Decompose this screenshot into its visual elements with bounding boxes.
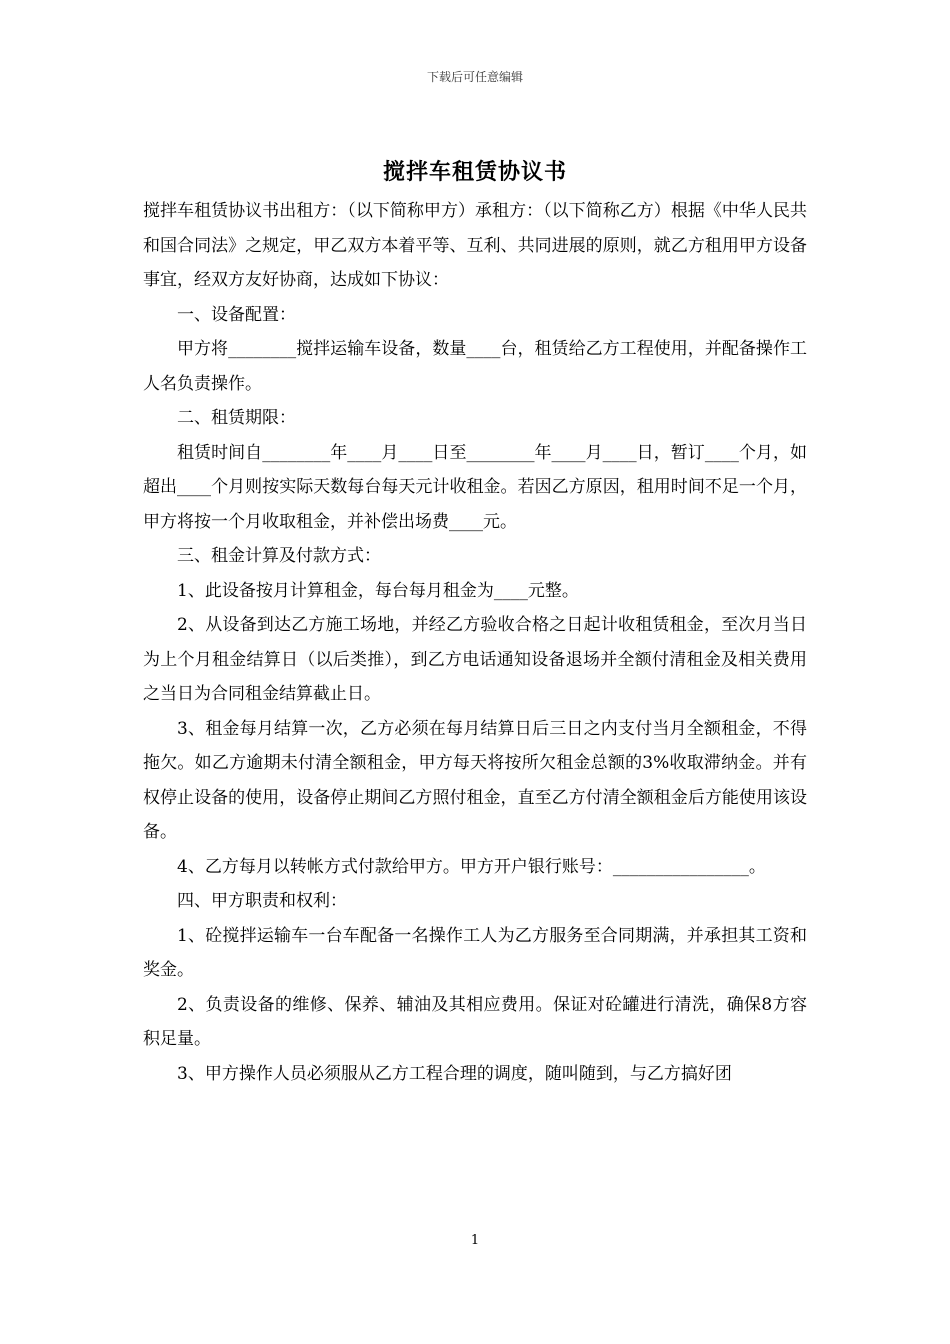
paragraph-duty-2: 2、负责设备的维修、保养、辅油及其相应费用。保证对砼罐进行清洗，确保8方容积足量。 <box>143 994 807 1049</box>
paragraph-rent-4: 4、乙方每月以转帐方式付款给甲方。甲方开户银行账号：________________。 <box>177 856 766 877</box>
paragraph-duty-1: 1、砼搅拌运输车一台车配备一名操作工人为乙方服务至合同期满，并承担其工资和奖金。 <box>143 925 807 980</box>
document-body <box>143 194 807 1091</box>
paragraph-rent-2: 2、从设备到达乙方施工场地，并经乙方验收合格之日起计收租赁租金，至次月当日为上个月租金结算日（以后类推），到乙方电话通知设备退场并全额付清租金及相关费用之当日为合同租金结算截止日。 <box>143 615 807 704</box>
paragraph-rent-3: 3、租金每月结算一次，乙方必须在每月结算日后三日之内支付当月全额租金，不得拖欠。如乙方逾期未付清全额租金，甲方每天将按所欠租金总额的3%收取滞纳金。并有权停止设备的使用，设备停止期间乙方照付租金，直至乙方付清全额租金后方能使用该设备。 <box>143 718 807 842</box>
section-heading-equipment: 一、设备配置： <box>177 304 296 325</box>
paragraph-preamble: 搅拌车租赁协议书出租方：（以下简称甲方）承租方：（以下简称乙方）根据《中华人民共和国合同法》之规定，甲乙双方本着平等、互利、共同进展的原则，就乙方租用甲方设备事宜，经双方友好协商，达成如下协议： <box>143 201 807 290</box>
section-heading-lessor-duties: 四、甲方职责和权利： <box>177 891 347 911</box>
paragraph-term: 租赁时间自________年____月____日至________年____月____日，暂订____个月，如超出____个月则按实际天数每台每天元计收租金。若因乙方原因，租用时间不足一个月，甲方将按一个月收取租金，并补偿出场费____元。 <box>143 442 807 532</box>
paragraph-rent-1: 1、此设备按月计算租金，每台每月租金为____元整。 <box>177 580 579 601</box>
section-heading-term: 二、租赁期限： <box>177 408 296 428</box>
section-heading-rent: 三、租金计算及付款方式： <box>177 546 381 566</box>
paragraph-duty-3: 3、甲方操作人员必须服从乙方工程合理的调度，随叫随到，与乙方搞好团 <box>177 1063 732 1084</box>
page-header-note: 下载后可任意编辑 <box>426 70 523 84</box>
page-number: 1 <box>470 1233 480 1248</box>
paragraph-equipment: 甲方将________搅拌运输车设备，数量____台，租赁给乙方工程使用，并配备操作工人名负责操作。 <box>143 339 807 394</box>
document-title: 搅拌车租赁协议书 <box>382 159 567 185</box>
